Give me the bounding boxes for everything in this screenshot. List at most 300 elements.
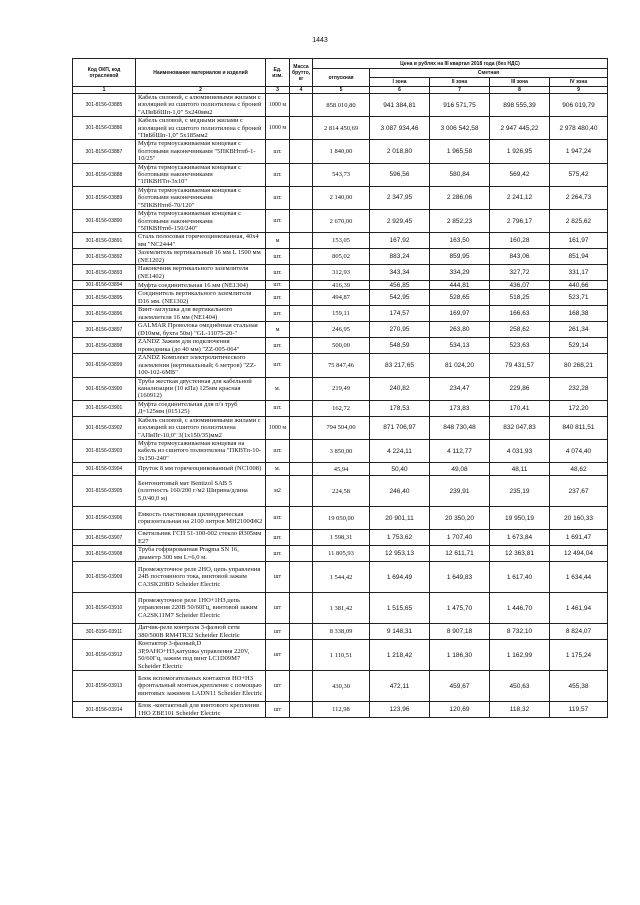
price-zone-4: 8 824,07	[550, 624, 608, 640]
item-code: 301-8156-03907	[73, 530, 136, 546]
price-zone-2: 1 649,83	[430, 562, 490, 593]
price-zone-3: 327,72	[490, 265, 550, 281]
price-zone-1: 3 087 934,46	[370, 117, 430, 140]
item-code: 301-8156-03910	[73, 593, 136, 624]
page-number: 1443	[312, 37, 328, 44]
item-code: 301-8156-03909	[73, 562, 136, 593]
header-mass: Масса брутто, кг	[290, 59, 313, 87]
price-release: 11 805,93	[313, 546, 370, 562]
price-table	[72, 58, 608, 718]
item-unit: м.	[266, 463, 290, 476]
item-unit: шт	[266, 702, 290, 718]
price-zone-2: 528,65	[430, 290, 490, 306]
price-zone-3: 2 947 445,22	[490, 117, 550, 140]
price-zone-3: 48,11	[490, 463, 550, 476]
price-zone-4: 1 461,94	[550, 593, 608, 624]
item-code: 301-8156-03893	[73, 265, 136, 281]
item-code: 301-8156-03913	[73, 671, 136, 702]
price-release: 2 140,00	[313, 186, 370, 209]
price-zone-1: 883,24	[370, 249, 430, 265]
price-zone-3: 8 732,10	[490, 624, 550, 640]
price-zone-1: 167,92	[370, 233, 430, 249]
table-row	[73, 281, 608, 290]
price-zone-1: 123,96	[370, 702, 430, 718]
price-zone-4: 1 175,24	[550, 640, 608, 671]
price-zone-2: 444,81	[430, 281, 490, 290]
price-zone-3: 1 617,40	[490, 562, 550, 593]
item-unit: шт	[266, 624, 290, 640]
table-row	[73, 322, 608, 338]
price-zone-4: 237,67	[550, 476, 608, 507]
price-zone-1: 2 929,45	[370, 210, 430, 233]
item-mass	[290, 249, 313, 265]
price-zone-1: 270,95	[370, 322, 430, 338]
item-code: 301-8156-03911	[73, 624, 136, 640]
item-code: 301-8156-03897	[73, 322, 136, 338]
price-zone-1: 343,34	[370, 265, 430, 281]
price-zone-3: 12 363,81	[490, 546, 550, 562]
price-zone-3: 258,62	[490, 322, 550, 338]
item-unit: шт	[266, 671, 290, 702]
item-name: Муфта термоусаживаемая концевая с болтовыми наконечниками "1ПКВНТп-3х10"	[136, 163, 266, 186]
item-code: 301-8156-03908	[73, 546, 136, 562]
price-zone-3: 1 446,70	[490, 593, 550, 624]
item-name: Блок вспомогательных контактов НО+НЗ фронтальный монтаж,крепление с помощью винтовых зажимов LADN11 Scheider Electric	[136, 671, 266, 702]
item-mass	[290, 186, 313, 209]
table-row	[73, 463, 608, 476]
item-name: Сталь полосовая горячеоцинкованная, 40х4 мм "NC2444"	[136, 233, 266, 249]
price-zone-2: 239,91	[430, 476, 490, 507]
item-name: Соединитель вертикального заземлителя D16 мм. (NE1302)	[136, 290, 266, 306]
price-zone-3: 569,42	[490, 163, 550, 186]
price-zone-4: 12 494,04	[550, 546, 608, 562]
table-row	[73, 671, 608, 702]
item-name: Труба жесткая двустенная для кабельной канализации (10 кПа) 125мм красная (160912)	[136, 377, 266, 400]
price-release: 312,93	[313, 265, 370, 281]
price-zone-1: 174,57	[370, 306, 430, 322]
price-release: 794 504,00	[313, 416, 370, 439]
price-zone-2: 2 852,23	[430, 210, 490, 233]
item-code: 301-8156-03887	[73, 140, 136, 163]
price-release: 494,87	[313, 290, 370, 306]
item-mass	[290, 354, 313, 377]
table-row	[73, 593, 608, 624]
column-number: 6	[370, 87, 430, 94]
column-number: 5	[313, 87, 370, 94]
header-name: Наименование материалов и изделий	[136, 59, 266, 87]
price-release: 224,58	[313, 476, 370, 507]
item-mass	[290, 593, 313, 624]
price-zone-1: 20 901,11	[370, 507, 430, 530]
price-zone-3: 1 162,99	[490, 640, 550, 671]
price-zone-1: 548,59	[370, 338, 430, 354]
price-zone-3: 170,41	[490, 400, 550, 416]
price-zone-4: 2 978 480,40	[550, 117, 608, 140]
price-zone-4: 523,71	[550, 290, 608, 306]
item-name: Кабель силовой, с алюминиевыми жилами с изоляцией из сшитого полиэтилена "АПвПг-10,0" 3(1х150/35)мм2	[136, 416, 266, 439]
item-code: 301-8156-03903	[73, 439, 136, 462]
item-mass	[290, 562, 313, 593]
price-release: 500,00	[313, 338, 370, 354]
price-zone-3: 235,19	[490, 476, 550, 507]
price-zone-4: 2 825,62	[550, 210, 608, 233]
price-zone-2: 1 186,30	[430, 640, 490, 671]
header-zone: III зона	[490, 78, 550, 87]
table-row	[73, 140, 608, 163]
price-zone-4: 1 691,47	[550, 530, 608, 546]
price-zone-2: 8 907,18	[430, 624, 490, 640]
price-zone-1: 542,95	[370, 290, 430, 306]
item-code: 301-8156-03886	[73, 117, 136, 140]
table-row	[73, 306, 608, 322]
column-number: 1	[73, 87, 136, 94]
item-code: 301-8156-03906	[73, 507, 136, 530]
item-mass	[290, 546, 313, 562]
item-unit: шт.	[266, 338, 290, 354]
price-zone-3: 4 031,93	[490, 439, 550, 462]
header-zone: II зона	[430, 78, 490, 87]
price-zone-3: 160,28	[490, 233, 550, 249]
price-release: 805,02	[313, 249, 370, 265]
table-row	[73, 702, 608, 718]
table-row	[73, 439, 608, 462]
price-zone-3: 19 950,19	[490, 507, 550, 530]
price-release: 2 814 450,69	[313, 117, 370, 140]
item-unit: шт.	[266, 281, 290, 290]
item-code: 301-8156-03896	[73, 306, 136, 322]
header-code: Код ОКП, код отраслевой	[73, 59, 136, 87]
price-zone-1: 456,85	[370, 281, 430, 290]
table-row	[73, 94, 608, 117]
item-name: Светильник ГСП 51-100-002 стекло Ø305мм Е27	[136, 530, 266, 546]
item-unit: шт.	[266, 210, 290, 233]
price-release: 75 847,46	[313, 354, 370, 377]
price-zone-1: 941 384,81	[370, 94, 430, 117]
table-row	[73, 507, 608, 530]
table-row	[73, 163, 608, 186]
table-row	[73, 249, 608, 265]
item-name: Контактор 3-фазный,D 3Р,9АНО+НЗ,катушка управления 220V, 50/60Гц, зажим под винт LC1D09M7 Scheider Electric	[136, 640, 266, 671]
price-release: 219,49	[313, 377, 370, 400]
price-zone-3: 523,63	[490, 338, 550, 354]
price-zone-2: 1 965,58	[430, 140, 490, 163]
header-estimate: Сметная	[370, 69, 608, 78]
price-zone-2: 234,47	[430, 377, 490, 400]
price-zone-2: 49,08	[430, 463, 490, 476]
item-code: 301-8156-03890	[73, 210, 136, 233]
price-zone-4: 48,62	[550, 463, 608, 476]
price-zone-1: 596,56	[370, 163, 430, 186]
item-mass	[290, 671, 313, 702]
item-mass	[290, 416, 313, 439]
item-mass	[290, 163, 313, 186]
item-name: Бентонитовый мат Bentizol SAB 5 (плотность 160/200 г/м2 Ширина/длина 5,0/40,0 м)	[136, 476, 266, 507]
item-mass	[290, 322, 313, 338]
item-unit: шт	[266, 562, 290, 593]
item-code: 301-8156-03889	[73, 186, 136, 209]
price-zone-4: 172,20	[550, 400, 608, 416]
column-number: 7	[430, 87, 490, 94]
price-zone-2: 20 350,20	[430, 507, 490, 530]
price-zone-1: 1 515,65	[370, 593, 430, 624]
item-code: 301-8156-03905	[73, 476, 136, 507]
price-zone-4: 1 947,24	[550, 140, 608, 163]
table-row	[73, 562, 608, 593]
item-unit: шт.	[266, 439, 290, 462]
price-zone-4: 1 634,44	[550, 562, 608, 593]
item-name: Муфта термоусаживаемая концевая с болтовыми наконечниками "5ПКВНтпб-70/120"	[136, 186, 266, 209]
price-release: 1 110,51	[313, 640, 370, 671]
item-mass	[290, 290, 313, 306]
price-zone-4: 4 074,40	[550, 439, 608, 462]
column-number: 9	[550, 87, 608, 94]
item-mass	[290, 281, 313, 290]
price-zone-3: 79 431,57	[490, 354, 550, 377]
price-release: 858 010,80	[313, 94, 370, 117]
price-zone-3: 1 673,84	[490, 530, 550, 546]
item-unit: м.	[266, 377, 290, 400]
price-release: 1 544,42	[313, 562, 370, 593]
price-release: 1 840,00	[313, 140, 370, 163]
table-row	[73, 624, 608, 640]
item-mass	[290, 476, 313, 507]
price-zone-3: 118,32	[490, 702, 550, 718]
price-zone-3: 518,25	[490, 290, 550, 306]
price-zone-2: 2 286,06	[430, 186, 490, 209]
item-name: Промежуточное реле 1НО+1НЗ,цепь управления 220В 50/60Гц, винтовой зажим CA2SK11M7 Scheider Electric	[136, 593, 266, 624]
item-name: Винт-заглушка для вертикального заземлителя 16 мм (NE1404)	[136, 306, 266, 322]
item-unit: м	[266, 322, 290, 338]
price-zone-4: 20 160,33	[550, 507, 608, 530]
price-zone-4: 851,94	[550, 249, 608, 265]
price-zone-2: 859,95	[430, 249, 490, 265]
item-code: 301-8156-03900	[73, 377, 136, 400]
item-code: 301-8156-03904	[73, 463, 136, 476]
table-row	[73, 640, 608, 671]
item-code: 301-8156-03912	[73, 640, 136, 671]
table-row	[73, 354, 608, 377]
item-mass	[290, 306, 313, 322]
item-mass	[290, 400, 313, 416]
item-mass	[290, 702, 313, 718]
item-mass	[290, 338, 313, 354]
price-release: 2 670,00	[313, 210, 370, 233]
price-zone-2: 916 571,75	[430, 94, 490, 117]
price-zone-3: 2 241,12	[490, 186, 550, 209]
item-name: Датчик-реле контроля 3-фазной сети 380/500В RM4TR32 Scheider Electric	[136, 624, 266, 640]
price-release: 1 598,31	[313, 530, 370, 546]
item-unit: 1000 м	[266, 117, 290, 140]
price-zone-3: 1 926,95	[490, 140, 550, 163]
item-unit: шт.	[266, 140, 290, 163]
item-name: Муфта термоусаживаемая концевая с болтовыми наконечниками "5ПКВНтпб-150/240"	[136, 210, 266, 233]
price-zone-2: 459,67	[430, 671, 490, 702]
table-row	[73, 186, 608, 209]
price-zone-1: 50,40	[370, 463, 430, 476]
item-unit: шт.	[266, 290, 290, 306]
price-zone-4: 232,28	[550, 377, 608, 400]
price-zone-2: 263,80	[430, 322, 490, 338]
header-unit: Ед. изм.	[266, 59, 290, 87]
item-unit: м2	[266, 476, 290, 507]
price-zone-4: 161,97	[550, 233, 608, 249]
price-release: 1 381,42	[313, 593, 370, 624]
item-unit: шт.	[266, 186, 290, 209]
table-row	[73, 546, 608, 562]
item-name: Пруток 8 мм горячеоцинкованный (NC1008)	[136, 463, 266, 476]
table-row	[73, 416, 608, 439]
price-release: 112,98	[313, 702, 370, 718]
item-name: Кабель силовой, с алюминиевыми жилами с изоляцией из сшитого полиэтилена с броней "АПвБбШп-1,0" 5х240мм2	[136, 94, 266, 117]
column-number: 8	[490, 87, 550, 94]
price-zone-2: 1 707,40	[430, 530, 490, 546]
item-unit: шт.	[266, 530, 290, 546]
price-zone-1: 1 694,49	[370, 562, 430, 593]
table-row	[73, 117, 608, 140]
item-name: Труба гофрированная Pragma SN 16, диаметр 300 мм L=6,0 м.	[136, 546, 266, 562]
price-zone-1: 12 953,13	[370, 546, 430, 562]
price-zone-1: 871 706,97	[370, 416, 430, 439]
price-zone-4: 80 268,21	[550, 354, 608, 377]
item-name: ZANDZ Комплект электролитического заземления (вертикальный; 6 метров) "ZZ-100-102-6MB"	[136, 354, 266, 377]
column-number: 4	[290, 87, 313, 94]
item-mass	[290, 117, 313, 140]
price-zone-3: 166,63	[490, 306, 550, 322]
item-name: Емкость пластиковая цилиндрическая горизонтальная на 2100 литров МН2100ФК2	[136, 507, 266, 530]
item-unit: м	[266, 233, 290, 249]
price-zone-2: 120,69	[430, 702, 490, 718]
price-zone-2: 173,83	[430, 400, 490, 416]
item-unit: шт.	[266, 306, 290, 322]
item-unit: шт	[266, 640, 290, 671]
price-zone-1: 2 347,95	[370, 186, 430, 209]
table-row	[73, 530, 608, 546]
item-unit: шт.	[266, 265, 290, 281]
item-code: 301-8156-03885	[73, 94, 136, 117]
price-zone-2: 534,13	[430, 338, 490, 354]
price-zone-4: 840 811,51	[550, 416, 608, 439]
table-row	[73, 233, 608, 249]
table-row	[73, 338, 608, 354]
price-zone-3: 2 796,17	[490, 210, 550, 233]
item-name: Муфта соединительная для п/э труб Д=125мм (015125)	[136, 400, 266, 416]
item-unit: шт.	[266, 354, 290, 377]
price-release: 246,95	[313, 322, 370, 338]
item-mass	[290, 439, 313, 462]
header-price-title: Цена в рублях на III квартал 2018 года (без НДС)	[313, 59, 608, 69]
price-zone-2: 12 611,71	[430, 546, 490, 562]
price-release: 19 050,00	[313, 507, 370, 530]
item-name: Муфта соединительная 16 мм (NE1304)	[136, 281, 266, 290]
price-zone-2: 81 024,20	[430, 354, 490, 377]
header-zone: IV зона	[550, 78, 608, 87]
table-row	[73, 476, 608, 507]
table-row	[73, 290, 608, 306]
item-unit: шт.	[266, 400, 290, 416]
item-mass	[290, 94, 313, 117]
item-code: 301-8156-03914	[73, 702, 136, 718]
price-zone-4: 455,38	[550, 671, 608, 702]
item-name: Наконечник вертикального заземлителя (NE1402)	[136, 265, 266, 281]
price-release: 543,73	[313, 163, 370, 186]
table-row	[73, 265, 608, 281]
price-zone-4: 575,42	[550, 163, 608, 186]
price-release: 8 338,09	[313, 624, 370, 640]
item-name: ZANDZ Зажим для подключения проводника (до 40 мм) "ZZ-005-064"	[136, 338, 266, 354]
price-zone-2: 3 006 542,58	[430, 117, 490, 140]
price-zone-4: 906 019,79	[550, 94, 608, 117]
price-zone-2: 334,29	[430, 265, 490, 281]
price-release: 45,94	[313, 463, 370, 476]
price-release: 162,72	[313, 400, 370, 416]
item-mass	[290, 463, 313, 476]
item-name: Муфта термоусаживаемая концевая на кабель из сшитого полиэтилена "ПКВТп-10-3х150-240"	[136, 439, 266, 462]
price-zone-2: 163,50	[430, 233, 490, 249]
price-zone-1: 178,53	[370, 400, 430, 416]
price-release: 430,30	[313, 671, 370, 702]
item-code: 301-8156-03888	[73, 163, 136, 186]
price-zone-1: 1 753,62	[370, 530, 430, 546]
price-zone-4: 261,34	[550, 322, 608, 338]
price-zone-1: 4 224,11	[370, 439, 430, 462]
price-zone-4: 119,57	[550, 702, 608, 718]
price-zone-1: 246,40	[370, 476, 430, 507]
item-code: 301-8156-03899	[73, 354, 136, 377]
item-unit: 1000 м	[266, 94, 290, 117]
price-zone-1: 240,82	[370, 377, 430, 400]
price-release: 3 850,00	[313, 439, 370, 462]
item-code: 301-8156-03891	[73, 233, 136, 249]
price-zone-3: 832 047,83	[490, 416, 550, 439]
item-unit: шт.	[266, 163, 290, 186]
item-mass	[290, 233, 313, 249]
price-zone-2: 4 112,77	[430, 439, 490, 462]
item-unit: шт.	[266, 249, 290, 265]
item-name: GALMAR Проволока омеднённая стальная (D10мм, бухта 50м) "GL-11075-20-"	[136, 322, 266, 338]
table-row	[73, 210, 608, 233]
item-code: 301-8156-03895	[73, 290, 136, 306]
header-zone: I зона	[370, 78, 430, 87]
price-zone-2: 848 730,48	[430, 416, 490, 439]
price-zone-4: 529,14	[550, 338, 608, 354]
item-unit: шт	[266, 593, 290, 624]
price-release: 159,11	[313, 306, 370, 322]
item-mass	[290, 265, 313, 281]
price-zone-2: 169,97	[430, 306, 490, 322]
price-zone-3: 898 555,39	[490, 94, 550, 117]
item-unit: шт.	[266, 507, 290, 530]
item-name: Заземлитель вертикальный 16 мм L 1500 мм (NE1202)	[136, 249, 266, 265]
item-mass	[290, 507, 313, 530]
price-zone-1: 2 018,80	[370, 140, 430, 163]
item-code: 301-8156-03894	[73, 281, 136, 290]
price-zone-2: 580,84	[430, 163, 490, 186]
price-zone-1: 1 218,42	[370, 640, 430, 671]
price-zone-4: 331,17	[550, 265, 608, 281]
item-name: Муфта термоусаживаемая концевая с болтовыми наконечниками "5ПКВНтпб-1-10/25"	[136, 140, 266, 163]
item-unit: шт.	[266, 546, 290, 562]
table-row	[73, 400, 608, 416]
price-release: 153,05	[313, 233, 370, 249]
price-zone-4: 2 264,73	[550, 186, 608, 209]
column-number: 2	[136, 87, 266, 94]
item-code: 301-8156-03902	[73, 416, 136, 439]
price-zone-1: 472,11	[370, 671, 430, 702]
item-mass	[290, 377, 313, 400]
item-mass	[290, 210, 313, 233]
price-zone-3: 450,63	[490, 671, 550, 702]
price-zone-4: 440,66	[550, 281, 608, 290]
